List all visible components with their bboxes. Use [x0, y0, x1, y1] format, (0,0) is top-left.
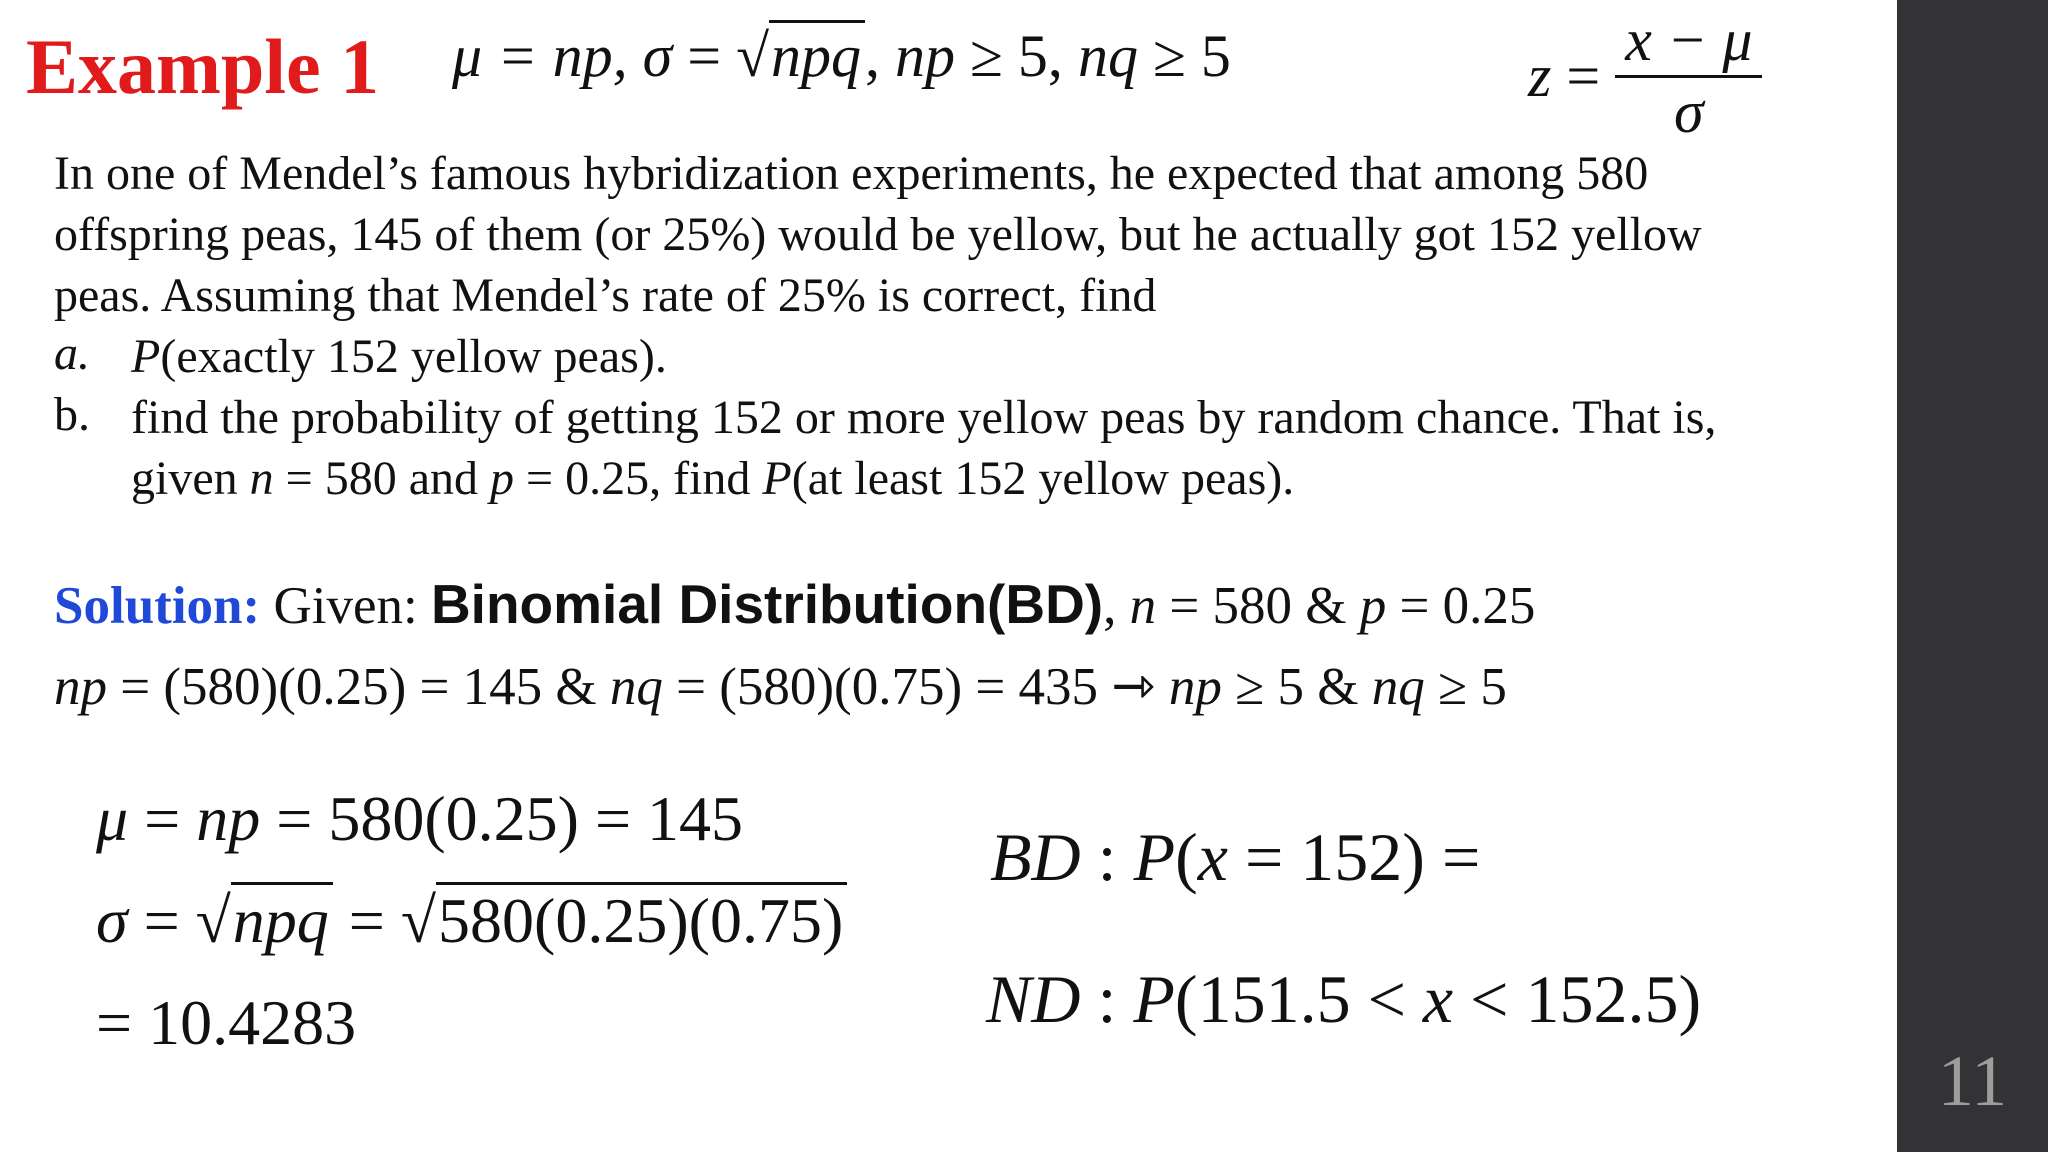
solution-given: Given: [260, 577, 431, 635]
radical-sign: √ [736, 23, 769, 89]
nq-check: ≥ 5 [1424, 658, 1507, 716]
p-value: = 0.25 [1386, 577, 1536, 635]
bd-rest: = 152) = [1227, 819, 1481, 895]
binomial-probability-expression [990, 818, 1480, 897]
z-numerator: x − μ [1625, 7, 1753, 73]
mu-symbol: μ [452, 23, 483, 89]
z-symbol: z [1528, 43, 1552, 109]
np-condition: ≥ 5, [955, 23, 1078, 89]
mu-work-symbol: μ [96, 783, 129, 854]
nq-var: nq [609, 658, 663, 716]
sqrt-radicand: npq [769, 20, 865, 89]
distribution-name: Binomial Distribution(BD) [430, 573, 1104, 635]
mu-work-np: np [196, 783, 261, 854]
sigma-equals: = [672, 23, 737, 89]
nq-condition-var: nq [1077, 23, 1138, 89]
np-var-2: np [1168, 658, 1222, 716]
z-fraction [1615, 6, 1762, 147]
item-a-text [131, 326, 667, 387]
sigma-work-eq1: = [127, 885, 196, 956]
sigma-work-rad1: npq [231, 882, 333, 956]
bd-x: x [1197, 819, 1228, 895]
mu-work-eq: = [128, 783, 197, 854]
z-denominator: σ [1615, 75, 1762, 147]
slide-sidebar [1897, 0, 2048, 1152]
slide-title: Example 1 [26, 23, 380, 110]
radical-sign-1: √ [195, 885, 231, 956]
problem-line-3: peas. Assuming that Mendel’s rate of 25% is correct, find [54, 269, 1157, 322]
radical-sign-2: √ [400, 885, 436, 956]
item-b-line-1: find the probability of getting 152 or more yellow peas by random chance. That is, [131, 391, 1717, 444]
bd-P: P [1133, 819, 1176, 895]
normal-probability-expression [986, 960, 1701, 1039]
n-value: = 580 & [1156, 577, 1360, 635]
item-a-desc: (exactly 152 yellow peas). [160, 330, 667, 383]
item-a-marker: a. [54, 327, 90, 380]
nd-colon: : [1080, 961, 1134, 1037]
sigma-work-eq2: = [332, 885, 401, 956]
p-var: p [1359, 577, 1387, 635]
binomial-normal-formulas [452, 22, 1231, 91]
sigma-work-symbol: σ [96, 885, 128, 956]
nq-var-2: nq [1371, 658, 1425, 716]
np-calc: = (580)(0.25) = 145 & [107, 658, 610, 716]
np-nq-check-line [54, 656, 1507, 717]
item-b-P: P [762, 452, 792, 505]
n-var: n [1129, 577, 1157, 635]
sqrt-npq-work [196, 884, 333, 958]
nd-lower: (151.5 < [1174, 961, 1423, 1037]
np-var: np [54, 658, 107, 716]
problem-line-1: In one of Mendel’s famous hybridization experiments, he expected that among 580 [54, 147, 1649, 200]
sqrt-npq [736, 22, 865, 91]
np-check: ≥ 5 & [1221, 658, 1372, 716]
item-b-mid1: = 580 and [273, 452, 491, 505]
mu-definition: = np, [482, 23, 643, 89]
item-b-marker: b. [54, 388, 90, 441]
item-b-line-2 [131, 448, 1294, 509]
item-b-end: (at least 152 yellow peas). [791, 452, 1295, 505]
solution-line [54, 572, 1535, 636]
solution-comma: , [1103, 577, 1130, 635]
nd-upper: < 152.5) [1453, 961, 1702, 1037]
item-b-pre: given [131, 452, 250, 505]
z-equals: = [1551, 43, 1616, 109]
item-b-p: p [490, 452, 515, 505]
sigma-calculation [96, 884, 847, 958]
page-number: 11 [1937, 1041, 2008, 1121]
mu-work-rhs: = 580(0.25) = 145 [260, 783, 744, 854]
item-b-mid2: = 0.25, find [514, 452, 763, 505]
z-score-formula [1528, 6, 1762, 147]
problem-line-2: offspring peas, 145 of them (or 25%) would be yellow, but he actually got 152 yellow [54, 208, 1702, 261]
mu-calculation [96, 782, 743, 856]
sigma-result: = 10.4283 [96, 987, 357, 1058]
solution-label: Solution: [54, 577, 261, 635]
nq-calc: = (580)(0.75) = 435 ⇾ [662, 658, 1169, 716]
item-a-p: P [131, 330, 161, 383]
bd-open: ( [1175, 819, 1198, 895]
bd-prefix: BD [990, 819, 1081, 895]
nd-prefix: ND [986, 961, 1081, 1037]
nq-condition: ≥ 5 [1137, 23, 1231, 89]
np-condition-var: np [895, 23, 955, 89]
item-b-n: n [249, 452, 274, 505]
nd-x: x [1422, 961, 1454, 1037]
sigma-work-rad2: 580(0.25)(0.75) [436, 882, 847, 956]
nd-P: P [1133, 961, 1175, 1037]
sqrt-numeric [401, 884, 847, 958]
sigma-symbol: σ [642, 23, 673, 89]
conditions-sep: , [865, 23, 895, 89]
bd-colon: : [1080, 819, 1134, 895]
